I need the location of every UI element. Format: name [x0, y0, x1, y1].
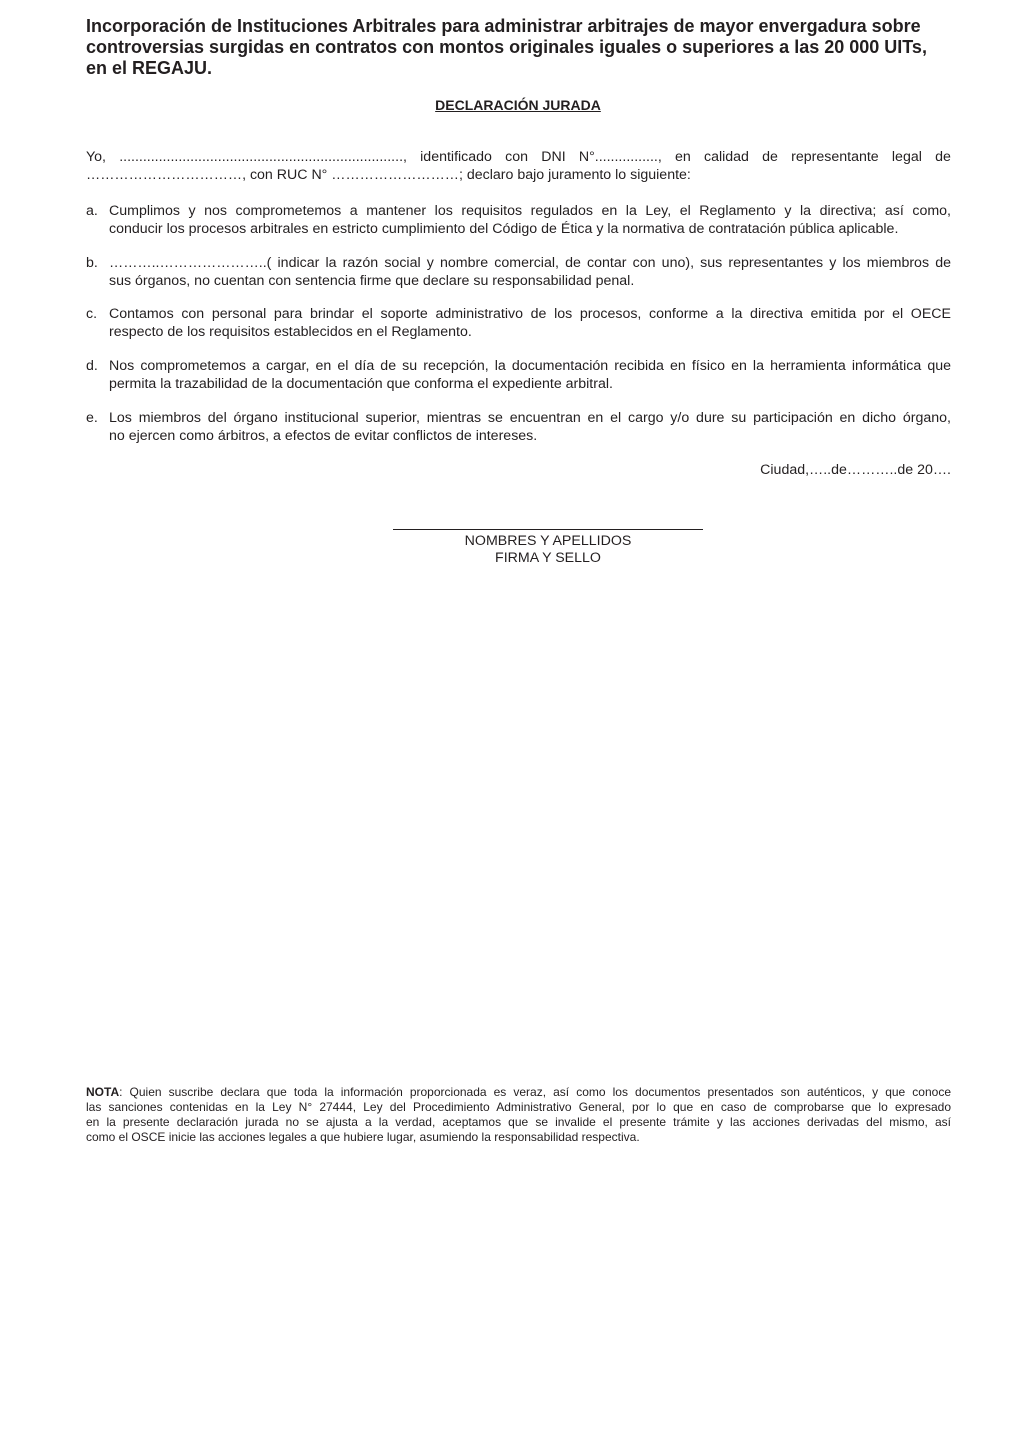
intro-word: representante — [791, 149, 879, 165]
intro-word: identificado — [420, 149, 492, 165]
intro-line-2: ……………………………, con RUC N° ………………………; declaro bajo juramento lo siguiente: — [86, 167, 691, 183]
intro-word: ........................................................................, — [119, 149, 407, 165]
item-line-text: Nos comprometemos a cargar, en el día de su recepción, la documentación recibida en físico en la herramienta informática que — [109, 358, 951, 374]
item-line — [109, 254, 951, 272]
item-line: permita la trazabilidad de la documentación que conforma el expediente arbitral. — [109, 376, 613, 392]
intro-word: calidad — [703, 149, 749, 165]
item-text — [109, 202, 951, 238]
intro-word: de — [935, 149, 951, 165]
item-line-text: Contamos con personal para brindar el soporte administrativo de los procesos, conforme a la directiva emitida por el OECE — [109, 306, 951, 322]
declaration-item-c — [86, 305, 951, 341]
intro-word: con — [505, 149, 529, 165]
item-line — [109, 409, 951, 427]
item-text — [109, 409, 951, 445]
item-line — [109, 305, 951, 323]
item-line: respecto de los requisitos establecidos en el Reglamento. — [109, 324, 472, 340]
item-marker: c. — [86, 306, 98, 322]
note-label: NOTA — [86, 1085, 120, 1099]
item-marker: e. — [86, 410, 98, 426]
legal-note — [86, 1085, 951, 1145]
item-marker: a. — [86, 203, 98, 219]
declaration-item-e — [86, 409, 951, 445]
item-line: conducir los procesos arbitrales en estricto cumplimiento del Código de Ética y la normativa de contratación pública aplicable. — [109, 221, 899, 237]
item-text — [109, 357, 951, 393]
declaration-item-d — [86, 357, 951, 393]
declaration-item-b — [86, 254, 951, 290]
item-line — [109, 357, 951, 375]
item-line: no ejercen como árbitros, a efectos de evitar conflictos de intereses. — [109, 428, 538, 444]
intro-word: en — [675, 149, 691, 165]
note-text: en la presente declaración jurada no se ajusta a la verdad, aceptamos que se invalide el presente trámite y las acciones derivadas del mismo, así — [86, 1115, 951, 1129]
signature-name-label: NOMBRES Y APELLIDOS — [464, 533, 632, 549]
signature-block — [393, 514, 703, 567]
declaration-item-a — [86, 202, 951, 238]
item-line-text: ………..…………………..( indicar la razón social y nombre comercial, de contar con uno), sus representantes y los miembros de — [109, 255, 951, 271]
item-marker: d. — [86, 358, 98, 374]
title-line: Incorporación de Instituciones Arbitrales para administrar arbitrajes de mayor envergadura sobre — [86, 16, 921, 36]
document-title — [86, 16, 956, 79]
item-line-text: Los miembros del órgano institucional superior, mientras se encuentran en el cargo y/o dure su participación en dicho órgano, — [109, 410, 951, 426]
note-line: como el OSCE inicie las acciones legales a que hubiere lugar, asumiendo la responsabilidad respectiva. — [86, 1130, 640, 1144]
declaration-heading: DECLARACIÓN JURADA — [435, 97, 601, 113]
intro-paragraph — [86, 148, 951, 184]
item-line: sus órganos, no cuentan con sentencia firme que declare su responsabilidad penal. — [109, 273, 635, 289]
note-line — [86, 1100, 951, 1115]
date-line: Ciudad,…..de………..de 20…. — [760, 462, 951, 478]
signature-sign-label: FIRMA Y SELLO — [495, 550, 601, 566]
item-line-text: Cumplimos y nos comprometemos a mantener los requisitos regulados en la Ley, el Reglamento y la directiva; así como, — [109, 203, 951, 219]
note-text: : Quien suscribe declara que toda la información proporcionada es veraz, así como los documentos presentados son auténticos, y que conoce — [119, 1085, 951, 1099]
item-marker: b. — [86, 255, 98, 271]
intro-word: legal — [891, 149, 922, 165]
intro-line-1 — [86, 148, 951, 166]
signature-line — [393, 529, 703, 530]
intro-word: Yo, — [86, 149, 106, 165]
title-line: controversias surgidas en contratos con montos originales iguales o superiores a las 20 000 UITs, — [86, 37, 927, 57]
title-line: en el REGAJU. — [86, 58, 213, 78]
intro-word: DNI — [541, 149, 566, 165]
item-text — [109, 305, 951, 341]
intro-word: N°................, — [578, 149, 662, 165]
note-text: las sanciones contenidas en la Ley N° 27444, Ley del Procedimiento Administrativo General, por lo que en caso de comprobarse que lo expresado — [86, 1100, 951, 1114]
intro-word: de — [762, 149, 778, 165]
note-line — [86, 1115, 951, 1130]
item-text — [109, 254, 951, 290]
note-line — [86, 1085, 951, 1100]
item-line — [109, 202, 951, 220]
